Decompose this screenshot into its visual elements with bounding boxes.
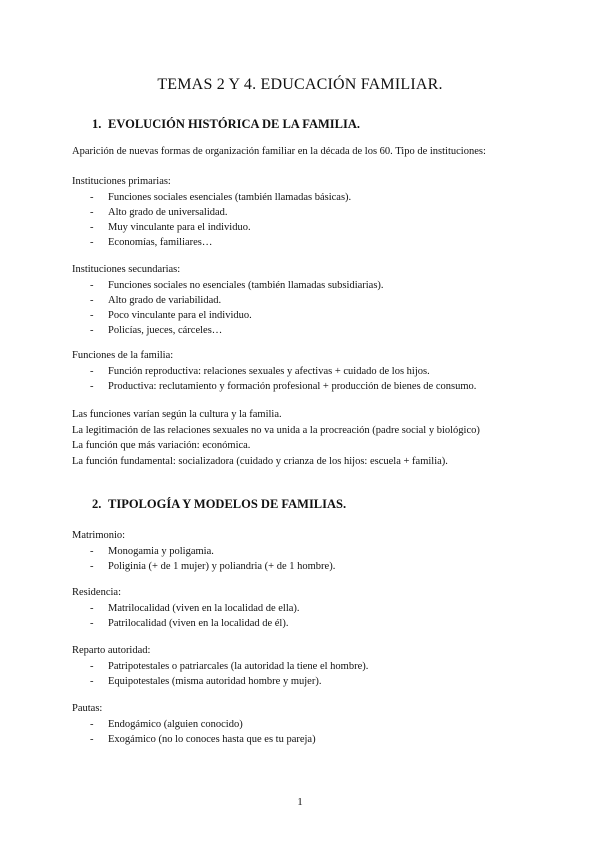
list-item-text: Monogamia y poligamia.	[108, 546, 214, 557]
dash-bullet: -	[90, 222, 94, 233]
list-item-text: Funciones sociales no esenciales (también llamadas subsidiarias).	[108, 280, 384, 291]
list-item-text: Patrilocalidad (viven en la localidad de él).	[108, 618, 289, 629]
dash-bullet: -	[90, 603, 94, 614]
list-item-text: Economías, familiares…	[108, 237, 213, 248]
primarias-list	[72, 190, 351, 250]
dash-bullet: -	[90, 676, 94, 687]
matrimonio-label: Matrimonio:	[72, 530, 126, 541]
dash-bullet: -	[90, 546, 94, 557]
autoridad-list	[72, 659, 368, 689]
list-item	[72, 601, 300, 616]
list-item	[72, 659, 368, 674]
dash-bullet: -	[90, 719, 94, 730]
list-item	[72, 732, 316, 747]
page-title: TEMAS 2 Y 4. EDUCACIÓN FAMILIAR.	[157, 76, 443, 93]
list-item	[72, 278, 384, 293]
section-2-number: 2.	[92, 497, 102, 511]
note-line: La función fundamental: socializadora (cuidado y crianza de los hijos: escuela + familia).	[72, 455, 448, 467]
list-item-text: Matrilocalidad (viven en la localidad de ella).	[108, 603, 300, 614]
dash-bullet: -	[90, 661, 94, 672]
dash-bullet: -	[90, 237, 94, 248]
list-item-text: Muy vinculante para el individuo.	[108, 222, 251, 233]
list-item	[72, 323, 384, 338]
funciones-list	[72, 364, 476, 394]
list-item	[72, 674, 368, 689]
list-item-text: Exogámico (no lo conoces hasta que es tu pareja)	[108, 734, 316, 745]
list-item-text: Poco vinculante para el individuo.	[108, 310, 252, 321]
section-1-notes	[72, 407, 480, 469]
dash-bullet: -	[90, 325, 94, 336]
list-item	[72, 205, 351, 220]
dash-bullet: -	[90, 280, 94, 291]
list-item	[72, 544, 335, 559]
list-item	[72, 364, 476, 379]
list-item-text: Función reproductiva: relaciones sexuales y afectivas + cuidado de los hijos.	[108, 366, 430, 377]
section-2-heading	[92, 497, 346, 512]
list-item-text: Equipotestales (misma autoridad hombre y mujer).	[108, 676, 322, 687]
pautas-label: Pautas:	[72, 703, 103, 714]
list-item	[72, 293, 384, 308]
primarias-label: Instituciones primarias:	[72, 176, 171, 187]
list-item	[72, 190, 351, 205]
section-1-number: 1.	[92, 117, 102, 131]
dash-bullet: -	[90, 618, 94, 629]
residencia-label: Residencia:	[72, 587, 121, 598]
section-2-title: TIPOLOGÍA Y MODELOS DE FAMILIAS.	[108, 497, 347, 511]
list-item-text: Funciones sociales esenciales (también llamadas básicas).	[108, 192, 352, 203]
list-item	[72, 717, 316, 732]
list-item-text: Patripotestales o patriarcales (la autoridad la tiene el hombre).	[108, 661, 369, 672]
list-item	[72, 235, 351, 250]
list-item-text: Poliginia (+ de 1 mujer) y poliandria (+ de 1 hombre).	[108, 561, 336, 572]
pautas-list	[72, 717, 316, 747]
page-number: 1	[297, 796, 303, 808]
list-item	[72, 616, 300, 631]
dash-bullet: -	[90, 734, 94, 745]
note-line: Las funciones varían según la cultura y la familia.	[72, 409, 282, 420]
note-line: La legitimación de las relaciones sexuales no va unida a la procreación (padre social y biológico)	[72, 424, 480, 436]
residencia-list	[72, 601, 300, 631]
dash-bullet: -	[90, 381, 94, 392]
matrimonio-list	[72, 544, 335, 574]
dash-bullet: -	[90, 366, 94, 377]
funciones-label: Funciones de la familia:	[72, 350, 174, 361]
section-1-title: EVOLUCIÓN HISTÓRICA DE LA FAMILIA.	[108, 117, 360, 131]
autoridad-label: Reparto autoridad:	[72, 645, 151, 656]
dash-bullet: -	[90, 561, 94, 572]
secundarias-label: Instituciones secundarias:	[72, 264, 181, 275]
dash-bullet: -	[90, 207, 94, 218]
section-1-intro: Aparición de nuevas formas de organización familiar en la década de los 60. Tipo de instituciones:	[72, 146, 486, 157]
list-item	[72, 559, 335, 574]
list-item	[72, 220, 351, 235]
dash-bullet: -	[90, 310, 94, 321]
list-item	[72, 308, 384, 323]
list-item-text: Alto grado de universalidad.	[108, 207, 228, 218]
list-item	[72, 379, 476, 394]
secundarias-list	[72, 278, 384, 338]
list-item-text: Policías, jueces, cárceles…	[108, 325, 223, 336]
dash-bullet: -	[90, 295, 94, 306]
list-item-text: Alto grado de variabilidad.	[108, 295, 222, 306]
list-item-text: Productiva: reclutamiento y formación profesional + producción de bienes de consumo.	[108, 381, 477, 392]
note-line: La función que más variación: económica.	[72, 440, 251, 451]
list-item-text: Endogámico (alguien conocido)	[108, 719, 243, 730]
section-1-heading	[92, 117, 360, 132]
dash-bullet: -	[90, 192, 94, 203]
